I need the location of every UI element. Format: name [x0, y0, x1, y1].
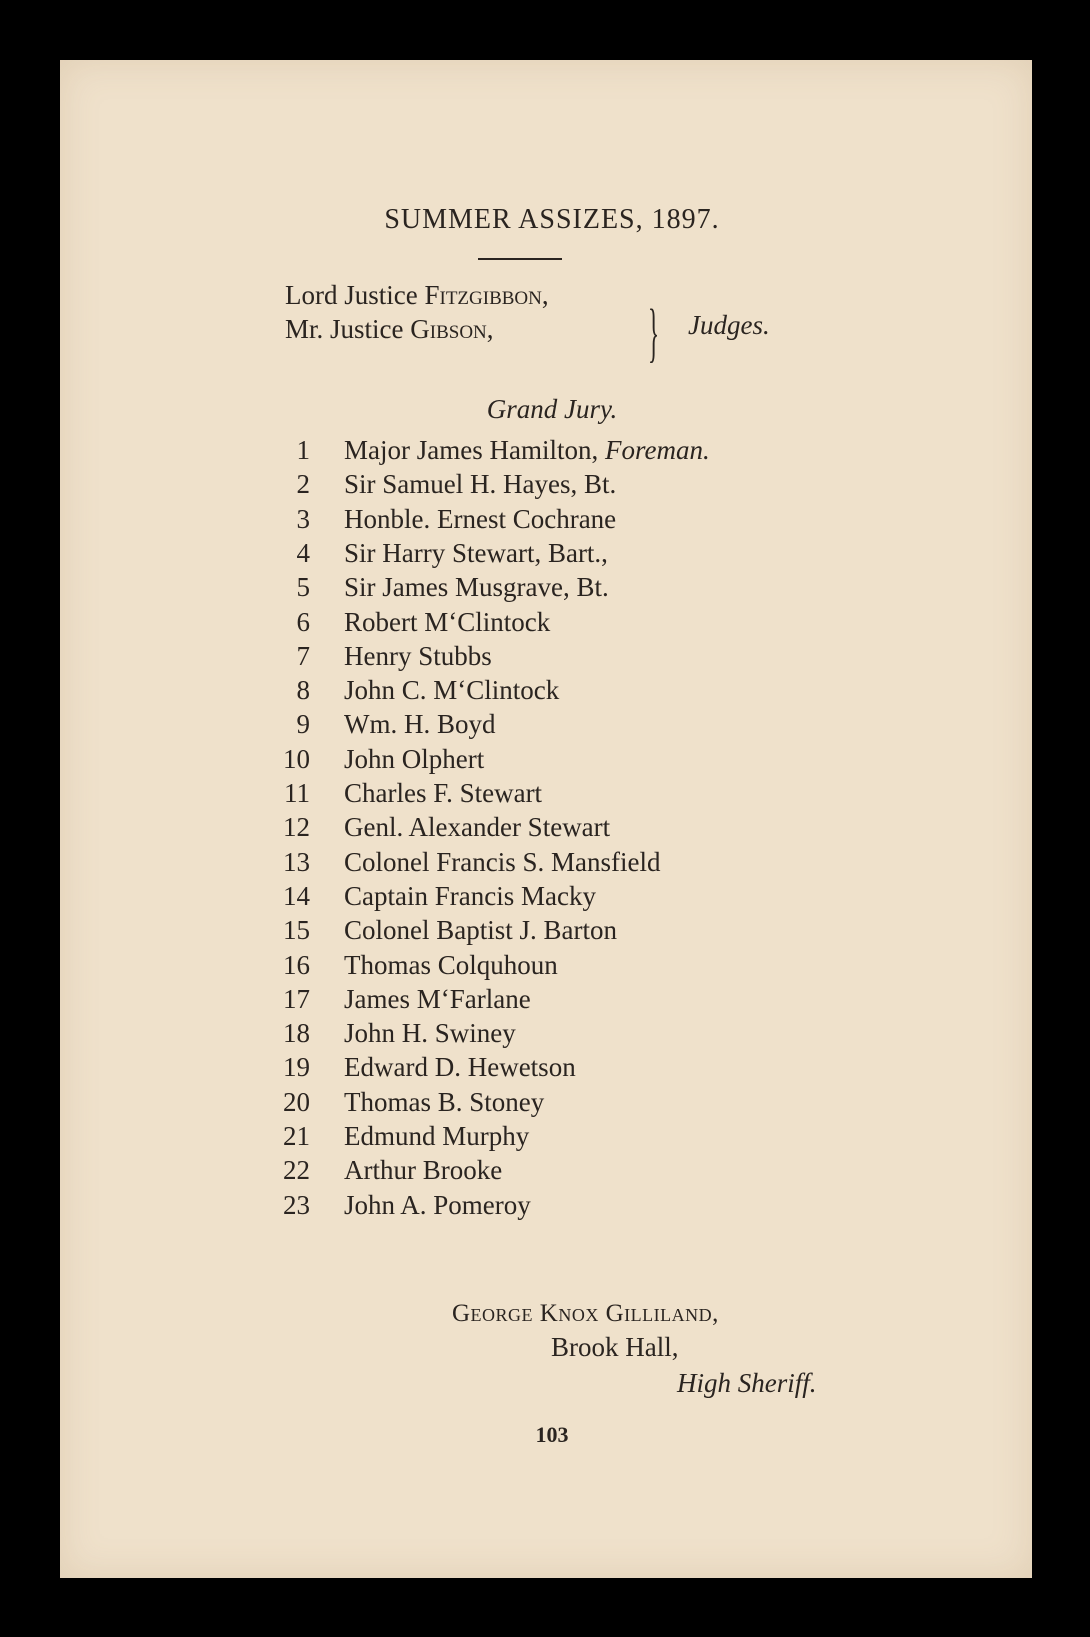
- jury-member-number: 22: [283, 1155, 310, 1186]
- jury-member-name-text: Genl. Alexander Stewart: [344, 812, 611, 843]
- sheriff-place: Brook Hall,: [551, 1332, 679, 1362]
- jury-member-name: [344, 915, 617, 946]
- grand-jury-heading: Grand Jury.: [486, 394, 618, 424]
- jury-member-name-text: John C. M‘Clintock: [344, 675, 560, 706]
- jury-member-name: [344, 572, 609, 603]
- jury-member-name-text: John H. Swiney: [344, 1018, 516, 1049]
- judge-prefix: Lord Justice: [285, 280, 425, 310]
- jury-member-number: 10: [283, 743, 310, 774]
- jury-member-number: 18: [283, 1018, 310, 1049]
- judge-surname: Fitzgibbon: [424, 280, 542, 310]
- jury-member-name-text: Honble. Ernest Cochrane: [344, 503, 617, 534]
- jury-member-name-text: Wm. H. Boyd: [344, 709, 496, 740]
- jury-member-name: [344, 1018, 516, 1049]
- jury-member-number: 17: [283, 983, 310, 1014]
- jury-member-number: 9: [296, 709, 310, 740]
- jury-member-name-text: Thomas Colquhoun: [344, 949, 558, 980]
- jury-member-number: 19: [283, 1052, 310, 1083]
- judge-line: [285, 314, 494, 345]
- jury-member-name-text: Colonel Francis S. Mansfield: [344, 846, 661, 877]
- jury-member-number: 20: [283, 1086, 310, 1117]
- jury-member-name-text: Colonel Baptist J. Barton: [344, 915, 617, 946]
- jury-member-number: 4: [296, 537, 310, 568]
- jury-member-name: [344, 778, 542, 809]
- jury-member-name-text: John A. Pomeroy: [344, 1189, 531, 1220]
- document-page: [60, 60, 1032, 1578]
- page-number: 103: [535, 1422, 569, 1447]
- jury-member-name-text: Captain Francis Macky: [344, 880, 596, 911]
- jury-member-name: [344, 538, 608, 569]
- jury-member-name: [344, 1052, 576, 1083]
- jury-member-name-text: Charles F. Stewart: [344, 778, 543, 808]
- jury-member-name: [344, 881, 596, 912]
- judge-line: [285, 280, 549, 311]
- judges-brace: }: [648, 296, 660, 369]
- jury-member-name-text: Thomas B. Stoney: [344, 1086, 545, 1117]
- jury-member-name: [344, 469, 616, 500]
- jury-member-name: [344, 504, 616, 535]
- jury-member-number: 23: [283, 1189, 310, 1220]
- jury-member-number: 2: [296, 469, 310, 500]
- sheriff-name: George Knox Gilliland,: [452, 1300, 719, 1327]
- judge-suffix: ,: [486, 314, 494, 344]
- jury-member-name-text: Sir James Musgrave, Bt.: [344, 572, 609, 603]
- jury-member-number: 5: [296, 572, 310, 603]
- jury-member-name: [344, 607, 550, 638]
- jury-member-number: 14: [283, 880, 310, 911]
- jury-member-name: [344, 950, 558, 981]
- judge-surname: Gibson: [410, 314, 487, 344]
- jury-member-name-text: Henry Stubbs: [344, 640, 492, 671]
- jury-member-name: [344, 435, 710, 466]
- jury-member-name-text: James M‘Farlane: [344, 983, 531, 1014]
- jury-member-number: 7: [296, 640, 310, 671]
- judge-suffix: ,: [541, 280, 549, 310]
- jury-member-name: [344, 709, 496, 740]
- jury-member-name-text: Edmund Murphy: [344, 1121, 530, 1151]
- jury-member-number: 11: [284, 778, 310, 808]
- jury-member-name-text: Major James Hamilton,: [344, 435, 605, 465]
- jury-member-name-text: Edward D. Hewetson: [344, 1052, 576, 1083]
- jury-member-name: [344, 641, 492, 672]
- jury-member-name: [344, 1087, 544, 1118]
- jury-member-name: [344, 744, 484, 775]
- title-rule: [478, 258, 562, 260]
- jury-member-name: [344, 1121, 529, 1152]
- jury-member-number: 15: [283, 915, 310, 946]
- jury-member-name: [344, 984, 531, 1015]
- jury-member-name-text: Sir Samuel H. Hayes, Bt.: [344, 469, 617, 500]
- jury-member-role: Foreman.: [604, 435, 710, 465]
- jury-member-number: 13: [283, 846, 310, 877]
- jury-member-number: 6: [296, 606, 310, 637]
- jury-member-name: [344, 675, 559, 706]
- jury-member-name-text: Robert M‘Clintock: [344, 606, 551, 637]
- jury-member-name-text: Arthur Brooke: [344, 1155, 503, 1186]
- judges-label: Judges.: [688, 310, 770, 340]
- jury-member-name-text: Sir Harry Stewart, Bart.,: [344, 537, 608, 568]
- jury-member-number: 8: [296, 675, 310, 706]
- jury-member-name: [344, 812, 610, 843]
- jury-member-name: [344, 847, 660, 878]
- jury-member-name-text: John Olphert: [344, 743, 485, 774]
- sheriff-title: High Sheriff.: [677, 1368, 817, 1398]
- judge-prefix: Mr. Justice: [285, 314, 411, 344]
- page-title: SUMMER ASSIZES, 1897.: [384, 204, 720, 235]
- jury-member-number: 3: [296, 503, 310, 534]
- jury-member-number: 16: [283, 949, 310, 980]
- jury-member-name: [344, 1190, 531, 1221]
- jury-member-number: 1: [296, 435, 310, 465]
- jury-member-name: [344, 1155, 502, 1186]
- jury-member-number: 21: [283, 1121, 310, 1151]
- jury-member-number: 12: [283, 812, 310, 843]
